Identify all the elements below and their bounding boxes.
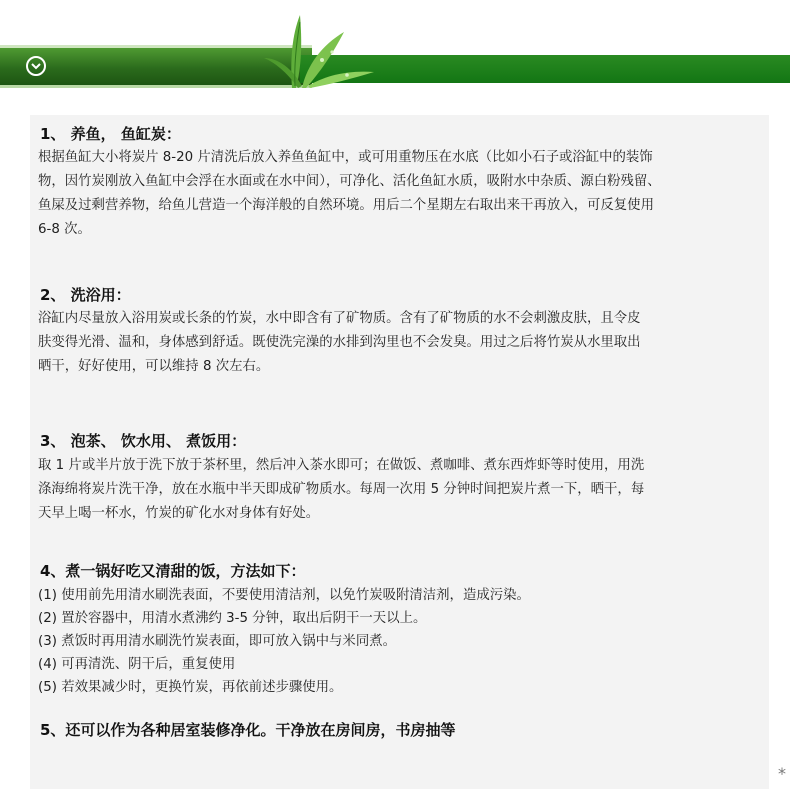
content-panel [30, 115, 769, 789]
section-3-body [38, 454, 766, 526]
list-item: (3) 煮饭时再用清水刷洗竹炭表面，即可放入锅中与米同煮。 [38, 634, 396, 649]
section-1-body [38, 146, 766, 242]
bamboo-leaves-icon [262, 10, 382, 90]
section-4-title: 4、煮一锅好吃又清甜的饭，方法如下： [40, 562, 306, 580]
list-item: (2) 置於容器中，用清水煮沸约 3-5 分钟，取出后阴干一天以上。 [38, 611, 427, 626]
section-4-steps [38, 584, 766, 699]
text-line: 涤海绵将炭片洗干净，放在水瓶中半天即成矿物质水。每周一次用 5 分钟时间把炭片煮一下，晒干，每 [38, 482, 645, 497]
text-line: 6-8 次。 [38, 222, 91, 237]
text-line: 浴缸内尽量放入浴用炭或长条的竹炭，水中即含有了矿物质。含有了矿物质的水不会刺激皮肤，且令皮 [38, 311, 641, 326]
section-3-title: 3、 泡茶、 饮水用、 煮饭用： [40, 432, 247, 450]
text-line: 肤变得光滑、温和，身体感到舒适。既使洗完澡的水排到沟里也不会发臭。用过之后将竹炭从水里取出 [38, 335, 641, 350]
text-line: 取 1 片或半片放于洗下放于茶杯里，然后冲入茶水即可；在做饭、煮咖啡、煮东西炸虾等时使用，用洗 [38, 458, 645, 473]
section-2-title: 2、 洗浴用： [40, 286, 131, 304]
list-item: (4) 可再清洗、阴干后，重复使用 [38, 657, 236, 672]
text-line: 晒干，好好使用，可以维持 8 次左右。 [38, 359, 270, 374]
section-1-title: 1、 养鱼， 鱼缸炭： [40, 125, 181, 143]
footer-asterisk: * [778, 764, 786, 783]
list-item: (5) 若效果减少时，更换竹炭，再依前述步骤使用。 [38, 680, 343, 695]
text-line: 鱼屎及过剩营养物，给鱼儿营造一个海洋般的自然环境。用后二个星期左右取出来干再放入，可反复使用 [38, 198, 654, 213]
list-item: (1) 使用前先用清水刷洗表面，不要使用清洁剂，以免竹炭吸附清洁剂，造成污染。 [38, 588, 530, 603]
section-5-title: 5、还可以作为各种居室装修净化。干净放在房间房，书房抽等 [40, 721, 456, 739]
section-2-body [38, 307, 766, 379]
header-banner [0, 0, 790, 100]
text-line: 天早上喝一杯水，竹炭的矿化水对身体有好处。 [38, 506, 320, 521]
text-line: 物，因竹炭刚放入鱼缸中会浮在水面或在水中间），可净化、活化鱼缸水质，吸附水中杂质、源白粉残留、 [38, 174, 661, 189]
text-line: 根据鱼缸大小将炭片 8-20 片清洗后放入养鱼鱼缸中，或可用重物压在水底（比如小石子或浴缸中的装饰 [38, 150, 653, 165]
chevron-down-circle-icon[interactable] [26, 56, 46, 76]
